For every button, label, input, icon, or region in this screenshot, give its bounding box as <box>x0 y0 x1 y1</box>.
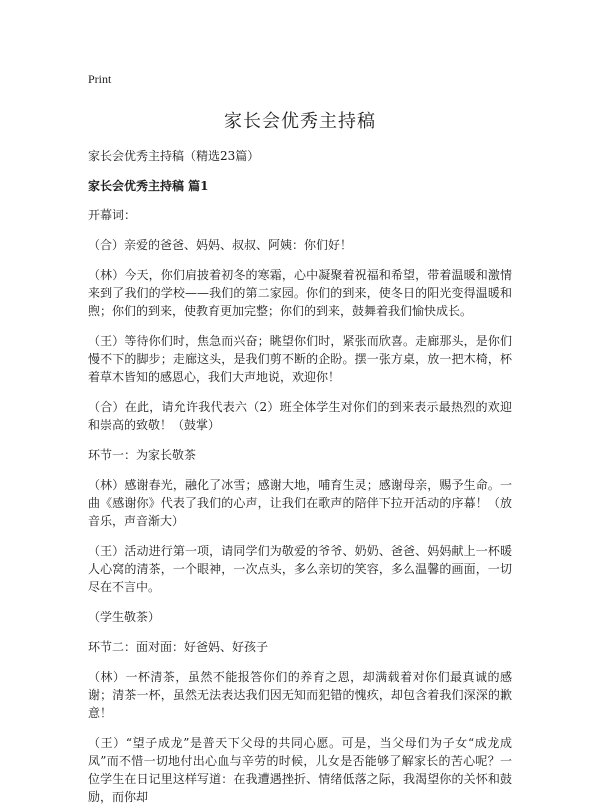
paragraph: 环节二：面对面：好爸妈、好孩子 <box>88 640 269 654</box>
document-subtitle: 家长会优秀主持稿（精选23篇） <box>88 149 260 163</box>
paragraph: （合）在此，请允许我代表六（2）班全体学生对你们的到来表示最热烈的欢迎和崇高的致敬！（鼓掌） <box>88 400 512 432</box>
paragraph: （王）等待你们时，焦急而兴奋；眺望你们时，紧张而欣喜。走廊那头，是你们慢不下的脚步；走廊这头，是我们剪不断的企盼。摆一张方桌，放一把木椅，杯着草木皆知的感恩心，我们大声地说，欢迎你！ <box>88 334 512 384</box>
paragraph: （林）感谢春光，融化了冰雪；感谢大地，哺育生灵；感谢母亲，赐予生命。一曲《感谢你》代表了我们的心声，让我们在歌声的陪伴下拉开活动的序幕！（放音乐，声音渐大） <box>88 478 512 528</box>
paragraph: （林）一杯清茶，虽然不能报答你们的养育之恩，却满载着对你们最真诚的感谢；清茶一杯，虽然无法表达我们因无知而犯错的愧疚，却包含着我们深深的歉意！ <box>88 670 512 720</box>
paragraph: 开幕词： <box>88 208 137 222</box>
paragraph: （王）活动进行第一项，请同学们为敬爱的爷爷、奶奶、爸爸、妈妈献上一杯暖人心窝的清茶，一个眼神，一次点头，多么亲切的笑容，多么温馨的画面，一切尽在不言中。 <box>88 544 512 594</box>
paragraph: 环节一：为家长敬茶 <box>88 448 197 462</box>
paragraph: （林）今天，你们肩披着初冬的寒霜，心中凝聚着祝福和希望，带着温暖和激情来到了我们的学校——我们的第二家园。你们的到来，使冬日的阳光变得温暖和煦；你们的到来，使教育更加完整；你们的到来，鼓舞着我们愉快成长。 <box>88 268 512 318</box>
paragraph: （合）亲爱的爸爸、妈妈、叔叔、阿姨：你们好！ <box>88 238 353 252</box>
print-link[interactable]: Print <box>88 72 112 86</box>
section-heading: 家长会优秀主持稿 篇1 <box>88 179 209 193</box>
page-title: 家长会优秀主持稿 <box>224 111 376 132</box>
document-body <box>88 206 512 806</box>
paragraph: （王）“望子成龙”是普天下父母的共同心愿。可是，当父母们为子女“成龙成凤”而不惜一切地付出心血与辛劳的时候，儿女是否能够了解家长的苦心呢？一位学生在日记里这样写道：在我遭遇挫折、情绪低落之际，我渴望你的关怀和鼓励，而你却 <box>88 736 512 804</box>
paragraph: （学生敬茶） <box>88 610 161 624</box>
